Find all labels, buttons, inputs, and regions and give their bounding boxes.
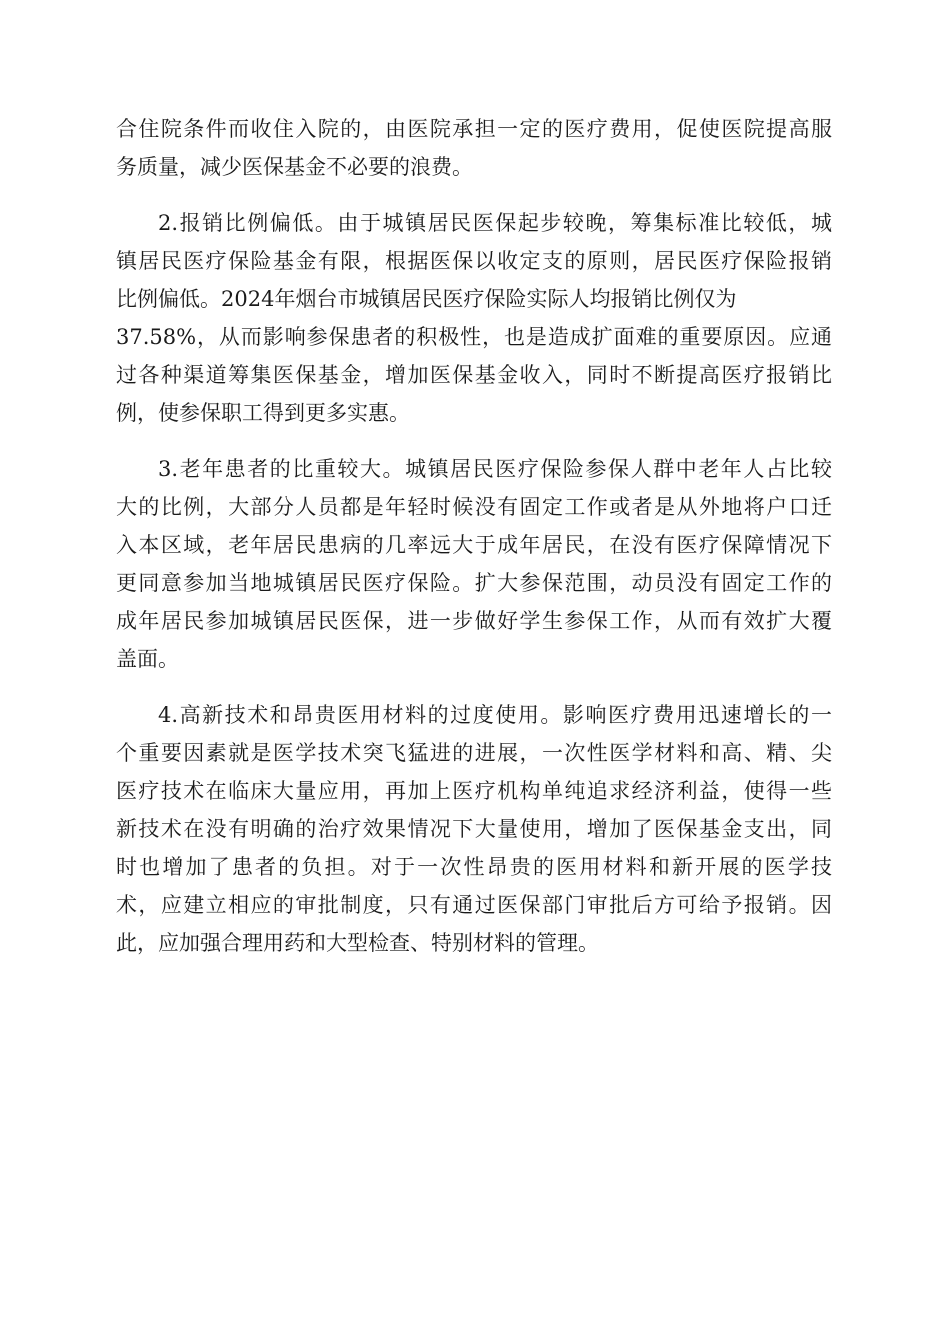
text-line: 盖面。 <box>116 647 179 671</box>
paragraph-point-4 <box>116 696 832 962</box>
text-line: 成年居民参加城镇居民医保，进一步做好学生参保工作，从而有效扩大覆 <box>116 609 832 633</box>
text-line: 务质量，减少医保基金不必要的浪费。 <box>116 155 473 179</box>
text-line: 医疗技术在临床大量应用，再加上医疗机构单纯追求经济利益，使得一些 <box>116 779 832 803</box>
text-line: 此，应加强合理用药和大型检查、特别材料的管理。 <box>116 931 599 955</box>
text-line: 更同意参加当地城镇居民医疗保险。扩大参保范围，动员没有固定工作的 <box>116 571 832 595</box>
text-line: 过各种渠道筹集医保基金，增加医保基金收入，同时不断提高医疗报销比 <box>116 363 832 387</box>
text-line: 比例偏低。2024年烟台市城镇居民医疗保险实际人均报销比例仅为 <box>116 287 737 311</box>
text-line: 术，应建立相应的审批制度，只有通过医保部门审批后方可给予报销。因 <box>116 893 832 917</box>
text-line: 入本区域，老年居民患病的几率远大于成年居民，在没有医疗保障情况下 <box>116 533 832 557</box>
text-line: 镇居民医疗保险基金有限，根据医保以收定支的原则，居民医疗保险报销 <box>116 249 832 273</box>
text-line: 4.高新技术和昂贵医用材料的过度使用。影响医疗费用迅速增长的一 <box>158 703 832 727</box>
paragraph-continuation <box>116 110 832 186</box>
document-page <box>116 110 832 980</box>
text-line: 37.58%，从而影响参保患者的积极性，也是造成扩面难的重要原因。应通 <box>116 325 832 349</box>
text-line: 时也增加了患者的负担。对于一次性昂贵的医用材料和新开展的医学技 <box>116 855 832 879</box>
text-line: 2.报销比例偏低。由于城镇居民医保起步较晚，筹集标准比较低，城 <box>158 211 832 235</box>
text-line: 大的比例，大部分人员都是年轻时候没有固定工作或者是从外地将户口迁 <box>116 495 832 519</box>
text-line: 例，使参保职工得到更多实惠。 <box>116 401 410 425</box>
paragraph-point-3 <box>116 450 832 678</box>
paragraph-point-2 <box>116 204 832 432</box>
text-line: 个重要因素就是医学技术突飞猛进的进展，一次性医学材料和高、精、尖 <box>116 741 832 765</box>
text-line: 新技术在没有明确的治疗效果情况下大量使用，增加了医保基金支出，同 <box>116 817 832 841</box>
text-line: 合住院条件而收住入院的，由医院承担一定的医疗费用，促使医院提高服 <box>116 117 832 141</box>
text-line: 3.老年患者的比重较大。城镇居民医疗保险参保人群中老年人占比较 <box>158 457 832 481</box>
